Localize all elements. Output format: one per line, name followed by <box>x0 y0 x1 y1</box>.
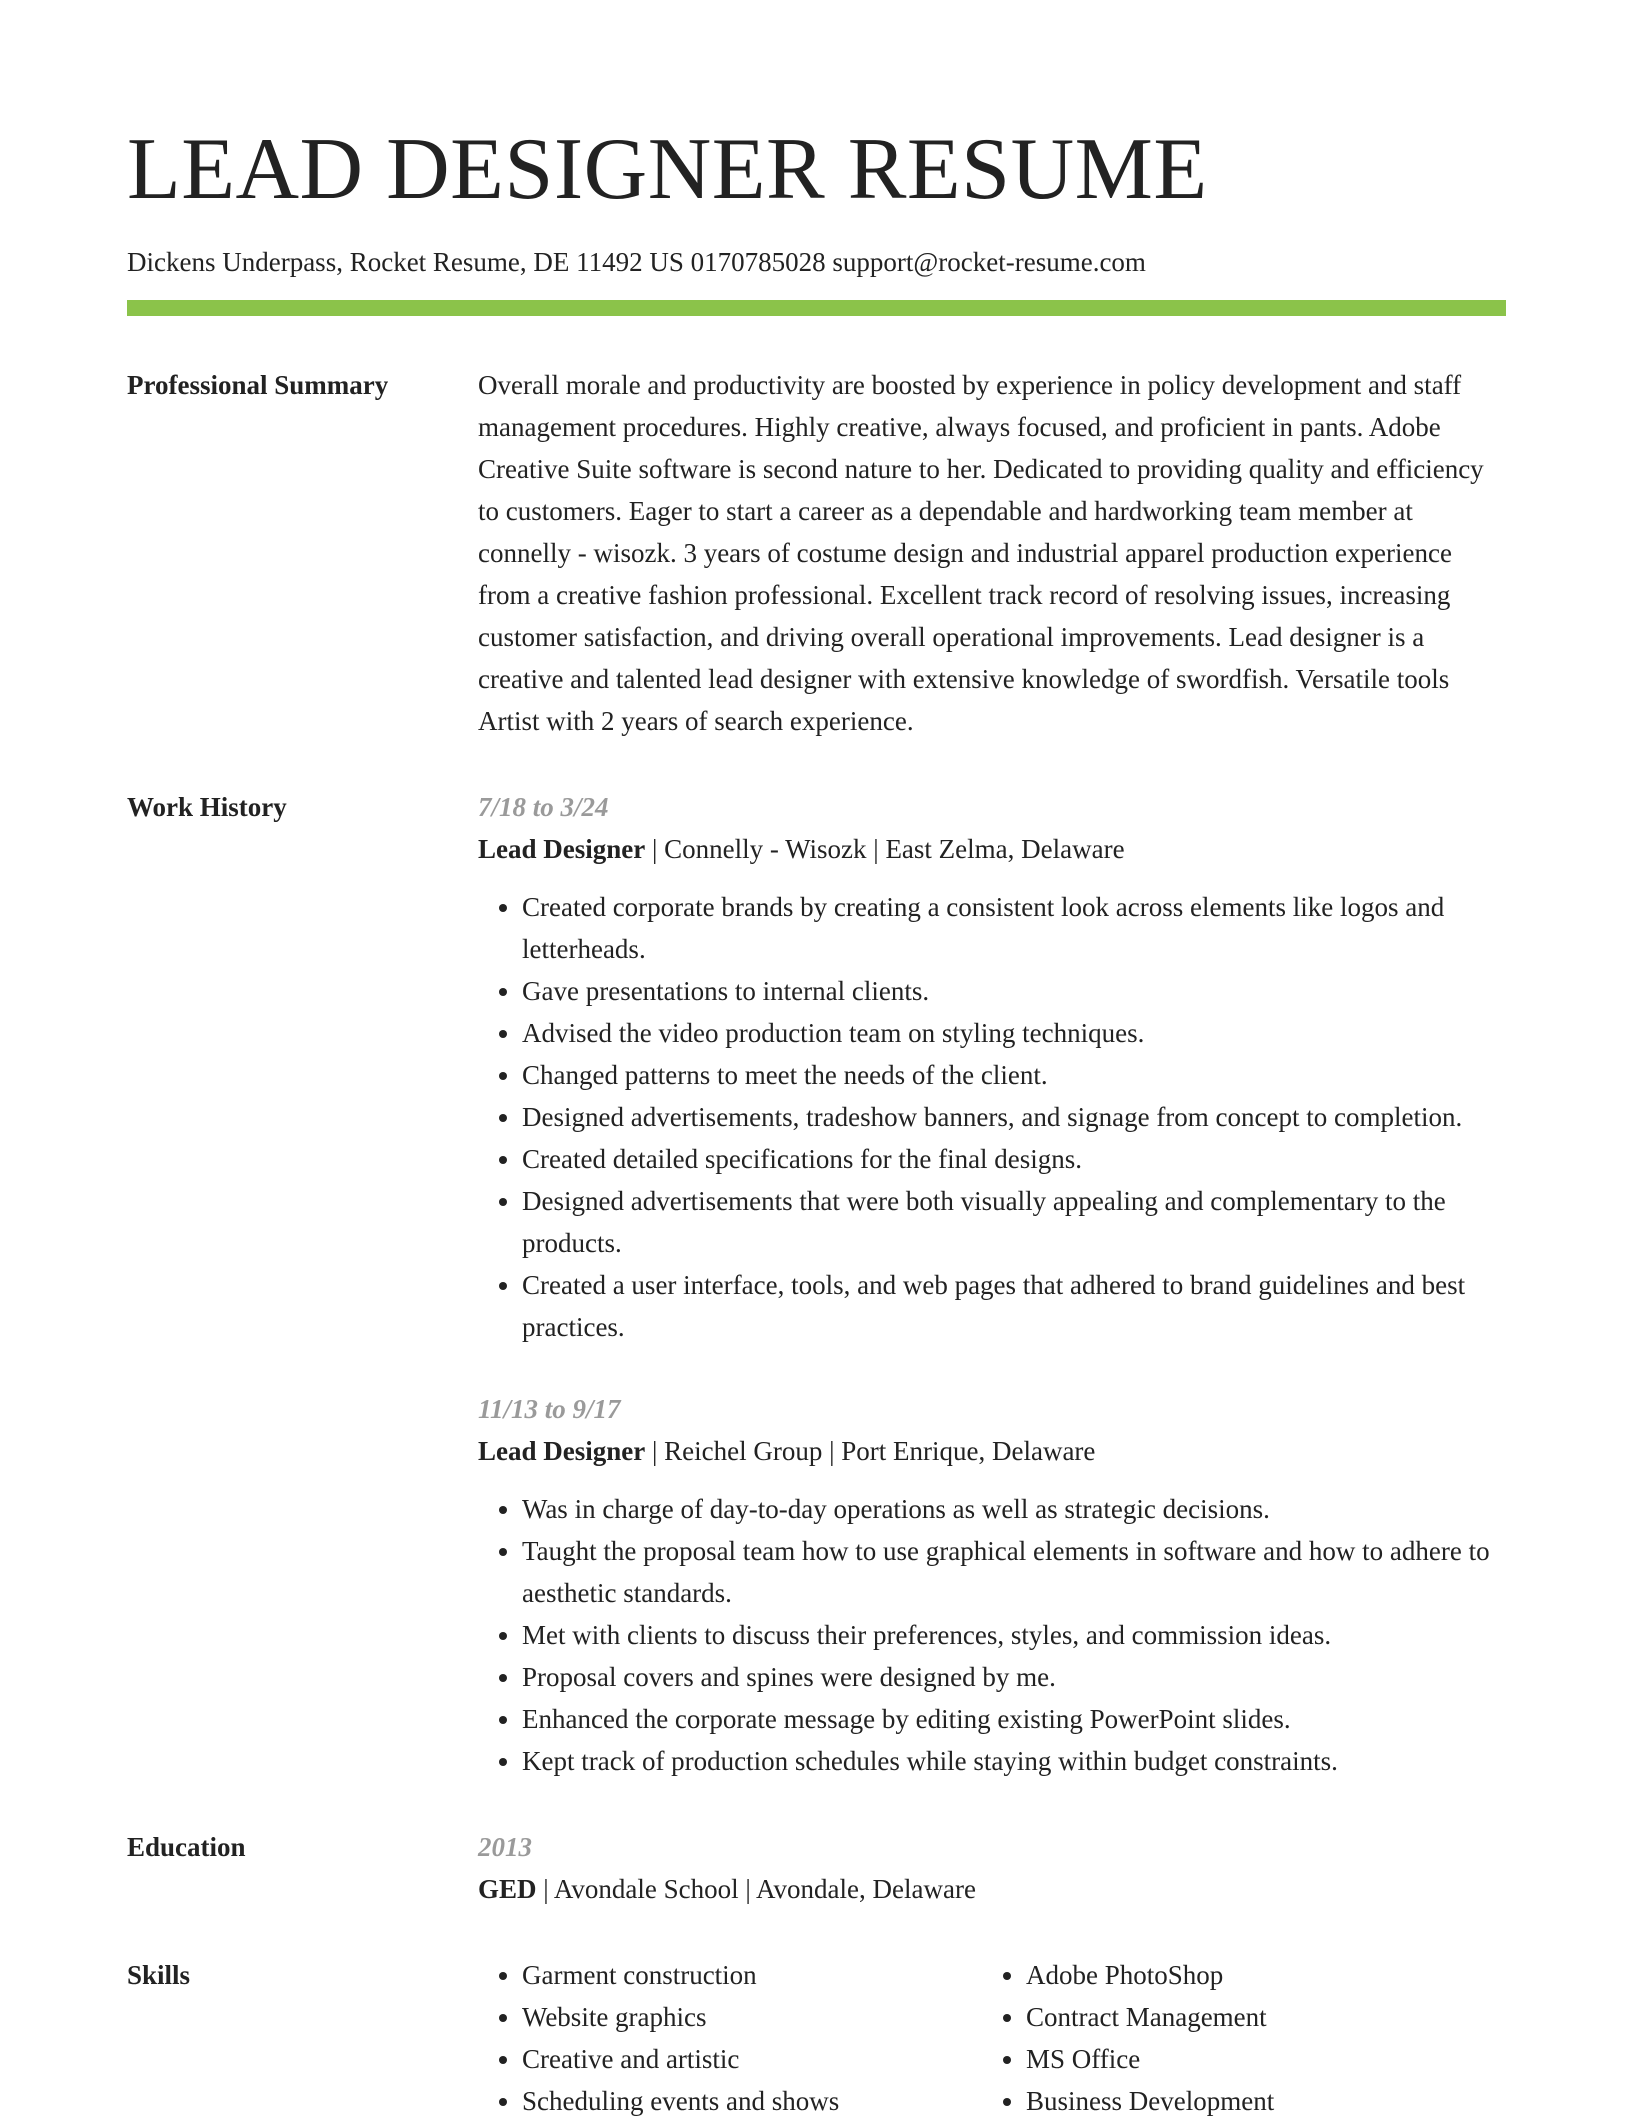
list-item: • Created detailed specifications for the final designs. <box>522 1138 1506 1180</box>
job-details: | Reichel Group | Port Enrique, Delaware <box>645 1436 1096 1466</box>
resume-title: LEAD DESIGNER RESUME <box>127 121 1208 218</box>
job-dates: 11/13 to 9/17 <box>478 1394 621 1424</box>
job-entry <box>478 786 1506 1348</box>
section-skills <box>127 1954 1506 2122</box>
section-content <box>478 786 1506 1782</box>
section-label: Education <box>127 1832 246 1862</box>
skills-list-left <box>478 1954 982 2122</box>
job-details: | Connelly - Wisozk | East Zelma, Delaware <box>645 834 1125 864</box>
list-item: • Advised the video production team on styling techniques. <box>522 1012 1506 1054</box>
education-line <box>478 1868 1506 1910</box>
job-title: Lead Designer <box>478 834 646 864</box>
list-item: • Changed patterns to meet the needs of the client. <box>522 1054 1506 1096</box>
skill-item: • Contract Management <box>1026 1996 1274 2038</box>
skills-list-right <box>982 1954 1274 2122</box>
section-professional-summary <box>127 364 1506 742</box>
list-item: • Designed advertisements that were both visually appealing and complementary to the products. <box>522 1180 1506 1264</box>
list-item: • Was in charge of day-to-day operations as well as strategic decisions. <box>522 1488 1506 1530</box>
section-content <box>478 1826 1506 1910</box>
job-title: Lead Designer <box>478 1436 646 1466</box>
education-details: | Avondale School | Avondale, Delaware <box>536 1874 976 1904</box>
section-education <box>127 1826 1506 1910</box>
skill-item: • Creative and artistic <box>522 2038 982 2080</box>
job-role-line <box>478 1430 1506 1472</box>
section-content <box>478 364 1506 742</box>
list-item: • Created a user interface, tools, and web pages that adhered to brand guidelines and best practices. <box>522 1264 1506 1348</box>
education-degree: GED <box>478 1874 537 1904</box>
list-item: • Gave presentations to internal clients. <box>522 970 1506 1012</box>
section-label: Work History <box>127 792 287 822</box>
job-bullets <box>478 1488 1506 1782</box>
skill-item: • Scheduling events and shows <box>522 2080 982 2122</box>
accent-divider <box>127 300 1506 316</box>
job-entry <box>478 1388 1506 1782</box>
summary-text: Overall morale and productivity are boosted by experience in policy development and staff management procedures. Highly creative, always focused, and proficient in pants. Adobe Creative Suite software is second nature to her. Dedicated to providing quality and efficiency to customers. Eager to start a career as a dependable and hardworking team member at connelly - wisozk. 3 years of costume design and industrial apparel production experience from a creative fashion professional. Excellent track record of resolving issues, increasing customer satisfaction, and driving overall operational improvements. Lead designer is a creative and talented lead designer with extensive knowledge of swordfish. Versatile tools Artist with 2 years of search experience. <box>478 370 1484 736</box>
section-work-history <box>127 786 1506 1782</box>
list-item: • Kept track of production schedules while staying within budget constraints. <box>522 1740 1506 1782</box>
skill-item: • Garment construction <box>522 1954 982 1996</box>
job-bullets <box>478 886 1506 1348</box>
job-dates: 7/18 to 3/24 <box>478 792 609 822</box>
job-role-line <box>478 828 1506 870</box>
list-item: • Taught the proposal team how to use graphical elements in software and how to adhere to aesthetic standards. <box>522 1530 1506 1614</box>
list-item: • Proposal covers and spines were designed by me. <box>522 1656 1506 1698</box>
education-year: 2013 <box>478 1832 532 1862</box>
section-label: Professional Summary <box>127 370 389 400</box>
list-item: • Created corporate brands by creating a consistent look across elements like logos and letterheads. <box>522 886 1506 970</box>
list-item: • Designed advertisements, tradeshow banners, and signage from concept to completion. <box>522 1096 1506 1138</box>
skill-item: • MS Office <box>1026 2038 1274 2080</box>
list-item: • Met with clients to discuss their preferences, styles, and commission ideas. <box>522 1614 1506 1656</box>
contact-line: Dickens Underpass, Rocket Resume, DE 11492 US 0170785028 support@rocket-resume.com <box>127 247 1146 277</box>
section-label: Skills <box>127 1960 191 1990</box>
skill-item: • Adobe PhotoShop <box>1026 1954 1274 1996</box>
list-item: • Enhanced the corporate message by editing existing PowerPoint slides. <box>522 1698 1506 1740</box>
skill-item: • Website graphics <box>522 1996 982 2038</box>
skills-columns <box>478 1954 1506 2122</box>
skill-item: • Business Development <box>1026 2080 1274 2122</box>
